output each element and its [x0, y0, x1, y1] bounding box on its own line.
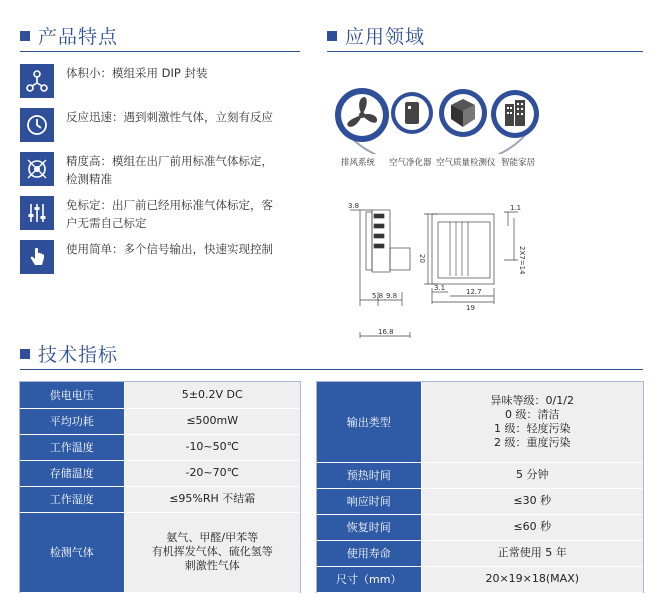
spec-value-line: 氨气、甲醛/甲苯等	[166, 531, 259, 544]
feature-item	[20, 64, 281, 98]
apps-title-underline	[327, 51, 643, 52]
feature-text: 使用简单：多个信号输出，快速实现控制	[66, 242, 273, 256]
target-icon	[20, 152, 54, 186]
spec-key: 预热时间	[317, 462, 421, 488]
spec-value-line: 有机挥发气体、硫化氢等	[151, 545, 273, 558]
spec-key: 尺寸（mm）	[317, 566, 421, 592]
table-row	[20, 512, 300, 592]
feature-item	[20, 152, 281, 188]
sliders-icon	[20, 196, 54, 230]
spec-key: 响应时间	[317, 488, 421, 514]
table-row	[20, 408, 300, 434]
spec-value: ≤500mW	[124, 408, 300, 434]
spec-key: 平均功耗	[20, 408, 124, 434]
app-label: 智能家居	[501, 158, 536, 168]
feature-item	[20, 240, 281, 274]
spec-value: ≤30 秒	[421, 488, 643, 514]
spec-value-line: 刺激性气体	[184, 559, 240, 572]
table-row	[317, 566, 643, 592]
dim-label: 2X7=14	[518, 246, 526, 275]
feature-text: 反应迅速：遇到刺激性气体，立刻有反应	[66, 110, 273, 124]
table-row	[20, 434, 300, 460]
specs-left-table	[20, 382, 300, 593]
dim-label: 5.8	[372, 292, 384, 300]
spec-key: 使用寿命	[317, 540, 421, 566]
touch-hand-icon	[20, 240, 54, 274]
spec-key: 工作温度	[20, 434, 124, 460]
table-row	[317, 540, 643, 566]
spec-value: 20×19×18(MAX)	[421, 566, 643, 592]
title-bullet	[20, 31, 30, 41]
dim-label: 3.1	[434, 284, 446, 292]
spec-key: 恢复时间	[317, 514, 421, 540]
spec-key: 检测气体	[20, 512, 124, 592]
spec-value-line: 异味等级：0/1/2	[490, 393, 574, 407]
features-section-title	[20, 22, 118, 49]
dimension-drawing	[338, 196, 548, 346]
table-row	[20, 460, 300, 486]
air-quality-monitor-icon	[437, 87, 489, 139]
specs-title-underline	[20, 369, 643, 370]
table-row	[317, 514, 643, 540]
apps-section-title	[327, 22, 425, 49]
app-label: 排风系统	[341, 158, 376, 168]
spec-value: 5±0.2V DC	[124, 382, 300, 408]
spec-value	[421, 382, 643, 462]
dim-label: 19	[466, 304, 475, 312]
dim-label: 1.1	[510, 204, 522, 212]
table-row	[317, 462, 643, 488]
spec-value: ≤95%RH 不结霜	[124, 486, 300, 512]
table-row	[20, 486, 300, 512]
spec-key: 工作湿度	[20, 486, 124, 512]
specs-section-title	[20, 340, 118, 367]
spec-value-line: 2 级：重度污染	[494, 435, 571, 449]
feature-item	[20, 196, 281, 232]
dim-label: 20	[418, 254, 426, 263]
spec-value-line: 0 级：清洁	[505, 407, 560, 421]
spec-value: 5 分钟	[421, 462, 643, 488]
feature-item	[20, 108, 281, 142]
specs-title: 技术指标	[38, 344, 119, 366]
clock-icon	[20, 108, 54, 142]
smart-home-icon	[489, 88, 541, 140]
feature-text: 精度高：模组在出厂前用标准气体标定，检测精准	[66, 154, 273, 186]
spec-value-line: 1 级：轻度污染	[494, 421, 571, 435]
spec-value: ≤60 秒	[421, 514, 643, 540]
dim-label: 12.7	[466, 288, 482, 296]
specs-right-table	[317, 382, 643, 593]
spec-value	[124, 512, 300, 592]
features-title-underline	[20, 51, 300, 52]
dim-label: 16.8	[378, 328, 394, 336]
app-label: 空气净化器	[389, 158, 432, 168]
table-row	[317, 382, 643, 462]
dim-label: 9.8	[386, 292, 398, 300]
dim-label: 3.8	[348, 202, 360, 210]
network-nodes-icon	[20, 64, 54, 98]
table-row	[317, 488, 643, 514]
spec-value: 正常使用 5 年	[421, 540, 643, 566]
spec-key: 输出类型	[317, 382, 421, 462]
table-row	[20, 382, 300, 408]
app-label: 空气质量检测仪	[436, 158, 496, 168]
feature-text: 免标定：出厂前已经用标准气体标定，客户无需自己标定	[66, 198, 273, 230]
apps-title: 应用领域	[345, 26, 426, 48]
air-purifier-icon	[389, 90, 435, 136]
spec-key: 供电电压	[20, 382, 124, 408]
spec-key: 存储温度	[20, 460, 124, 486]
spec-value: -10~50℃	[124, 434, 300, 460]
feature-text: 体积小：模组采用 DIP 封装	[66, 66, 208, 80]
application-icons	[327, 84, 547, 174]
fan-icon	[333, 86, 391, 144]
spec-value: -20~70℃	[124, 460, 300, 486]
title-bullet	[20, 349, 30, 359]
title-bullet	[327, 31, 337, 41]
features-title: 产品特点	[38, 26, 119, 48]
